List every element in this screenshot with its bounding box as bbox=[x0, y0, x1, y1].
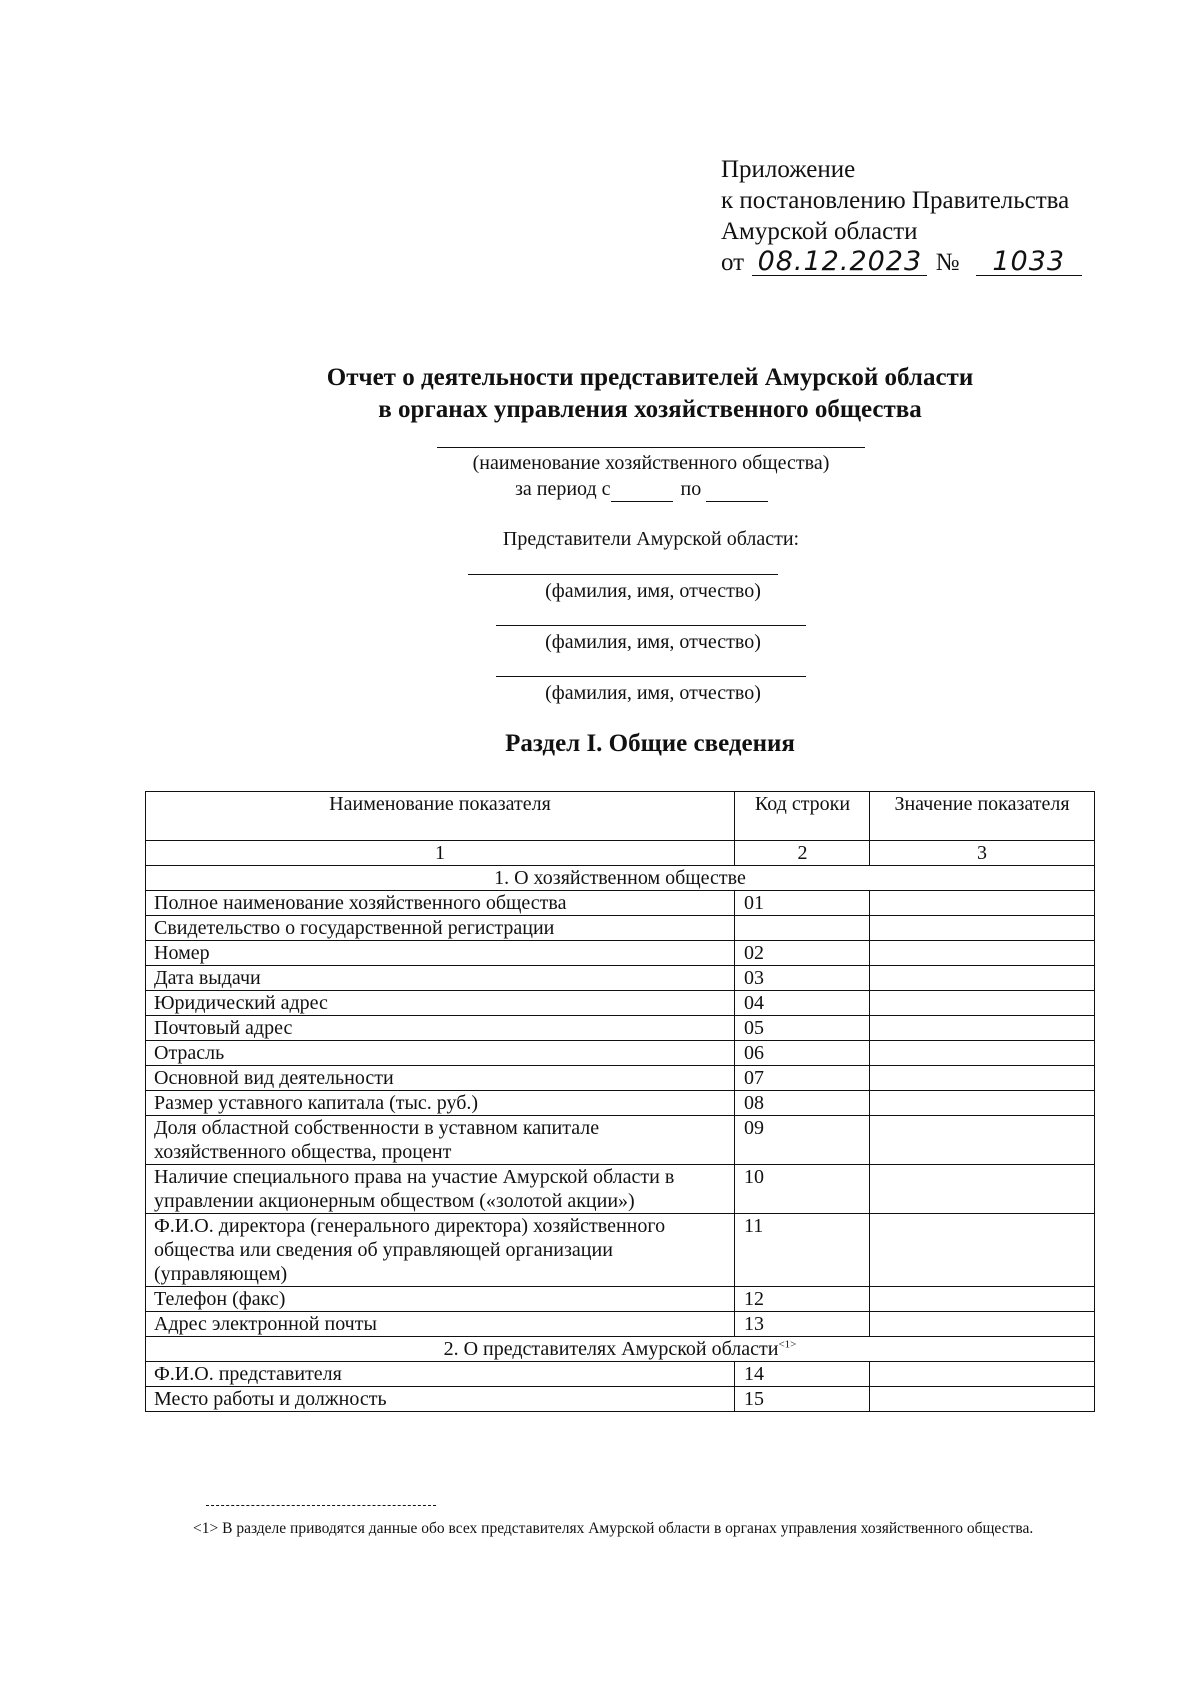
row-value bbox=[870, 1287, 1095, 1312]
table-row bbox=[146, 1066, 1095, 1091]
row-code: 14 bbox=[735, 1362, 870, 1387]
footnote-reference: <1> bbox=[778, 1338, 797, 1351]
row-name: Почтовый адрес bbox=[146, 1016, 735, 1041]
table-row bbox=[146, 1362, 1095, 1387]
company-name-blank bbox=[437, 447, 865, 448]
period-from-blank bbox=[611, 478, 673, 502]
row-name: Наличие специального права на участие Амурской области в управлении акционерным обществом («золотой акции») bbox=[146, 1165, 735, 1214]
row-code: 01 bbox=[735, 891, 870, 916]
representatives-label: Представители Амурской области: bbox=[502, 528, 800, 550]
table-row bbox=[146, 966, 1095, 991]
title-line-2: в органах управления хозяйственного общества bbox=[378, 396, 922, 423]
table-row bbox=[146, 1287, 1095, 1312]
fio-blank-1 bbox=[468, 574, 778, 575]
row-value bbox=[870, 1165, 1095, 1214]
section-2-title-cell bbox=[146, 1337, 1095, 1362]
period-line bbox=[515, 478, 768, 502]
row-name: Телефон (факс) bbox=[146, 1287, 735, 1312]
row-code: 09 bbox=[735, 1116, 870, 1165]
fio-caption-2: (фамилия, имя, отчество) bbox=[545, 631, 761, 653]
row-name: Основной вид деятельности bbox=[146, 1066, 735, 1091]
appendix-date-line bbox=[721, 247, 1082, 278]
table-row bbox=[146, 1165, 1095, 1214]
header-row-code: Код строки bbox=[735, 792, 870, 841]
row-value bbox=[870, 991, 1095, 1016]
footnote-text: В разделе приводятся данные обо всех представителях Амурской области в органах управления хозяйственного общества. bbox=[222, 1520, 1034, 1537]
row-code bbox=[735, 916, 870, 941]
row-code: 10 bbox=[735, 1165, 870, 1214]
table-row bbox=[146, 1091, 1095, 1116]
company-name-caption: (наименование хозяйственного общества) bbox=[472, 452, 830, 474]
row-code: 11 bbox=[735, 1214, 870, 1287]
table-row bbox=[146, 1116, 1095, 1165]
appendix-block bbox=[721, 154, 1082, 278]
number-label: № bbox=[935, 249, 960, 276]
title-line-1: Отчет о деятельности представителей Амурской области bbox=[326, 364, 974, 391]
table-row bbox=[146, 1312, 1095, 1337]
row-value bbox=[870, 1362, 1095, 1387]
column-number-row bbox=[146, 841, 1095, 866]
appendix-line-1: Приложение bbox=[721, 156, 856, 183]
row-value bbox=[870, 916, 1095, 941]
from-label: от bbox=[721, 249, 745, 276]
row-name: Доля областной собственности в уставном капитале хозяйственного общества, процент bbox=[146, 1116, 735, 1165]
row-value bbox=[870, 1214, 1095, 1287]
row-code: 02 bbox=[735, 941, 870, 966]
row-code: 15 bbox=[735, 1387, 870, 1412]
row-code: 03 bbox=[735, 966, 870, 991]
row-code: 06 bbox=[735, 1041, 870, 1066]
row-code: 05 bbox=[735, 1016, 870, 1041]
table-row bbox=[146, 891, 1095, 916]
row-code: 04 bbox=[735, 991, 870, 1016]
footnote bbox=[155, 1516, 1120, 1542]
table-row bbox=[146, 1387, 1095, 1412]
row-value bbox=[870, 1016, 1095, 1041]
footnote-separator bbox=[206, 1505, 436, 1506]
row-name: Отрасль bbox=[146, 1041, 735, 1066]
row-value bbox=[870, 1387, 1095, 1412]
row-name: Дата выдачи bbox=[146, 966, 735, 991]
decree-date: 08.12.2023 bbox=[752, 249, 927, 276]
row-value bbox=[870, 966, 1095, 991]
row-value bbox=[870, 1066, 1095, 1091]
row-name: Размер уставного капитала (тыс. руб.) bbox=[146, 1091, 735, 1116]
decree-number: 1033 bbox=[976, 249, 1082, 276]
section-1-title: 1. О хозяйственном обществе bbox=[146, 866, 1095, 891]
document-title bbox=[200, 362, 1100, 426]
column-number-2: 2 bbox=[735, 841, 870, 866]
table-row bbox=[146, 1016, 1095, 1041]
appendix-line-3: Амурской области bbox=[721, 218, 918, 245]
row-name: Ф.И.О. директора (генерального директора) хозяйственного общества или сведения об управляющей организации (управляющем) bbox=[146, 1214, 735, 1287]
header-indicator-name: Наименование показателя bbox=[146, 792, 735, 841]
row-value bbox=[870, 891, 1095, 916]
table-row bbox=[146, 1214, 1095, 1287]
row-code: 13 bbox=[735, 1312, 870, 1337]
row-name: Полное наименование хозяйственного общества bbox=[146, 891, 735, 916]
section-row bbox=[146, 1337, 1095, 1362]
row-code: 08 bbox=[735, 1091, 870, 1116]
period-to-label: по bbox=[680, 478, 702, 500]
fio-caption-3: (фамилия, имя, отчество) bbox=[545, 682, 761, 704]
fio-blank-2 bbox=[496, 625, 806, 626]
header-indicator-value: Значение показателя bbox=[870, 792, 1095, 841]
section-2-title: 2. О представителях Амурской области bbox=[443, 1338, 779, 1360]
column-number-1: 1 bbox=[146, 841, 735, 866]
row-name: Место работы и должность bbox=[146, 1387, 735, 1412]
table-row bbox=[146, 991, 1095, 1016]
row-name: Ф.И.О. представителя bbox=[146, 1362, 735, 1387]
section-title: Раздел I. Общие сведения bbox=[505, 730, 795, 757]
period-to-blank bbox=[706, 478, 768, 502]
fio-caption-1: (фамилия, имя, отчество) bbox=[545, 580, 761, 602]
appendix-line-2: к постановлению Правительства bbox=[721, 187, 1070, 214]
row-name: Адрес электронной почты bbox=[146, 1312, 735, 1337]
row-name: Номер bbox=[146, 941, 735, 966]
table-row bbox=[146, 1041, 1095, 1066]
row-value bbox=[870, 1091, 1095, 1116]
row-code: 12 bbox=[735, 1287, 870, 1312]
row-name: Свидетельство о государственной регистрации bbox=[146, 916, 735, 941]
table-row bbox=[146, 941, 1095, 966]
table-header-row bbox=[146, 792, 1095, 841]
report-table bbox=[145, 791, 1095, 1412]
row-value bbox=[870, 1116, 1095, 1165]
column-number-3: 3 bbox=[870, 841, 1095, 866]
row-value bbox=[870, 941, 1095, 966]
period-from-label: за период с bbox=[515, 478, 611, 500]
row-code: 07 bbox=[735, 1066, 870, 1091]
row-value bbox=[870, 1312, 1095, 1337]
fio-blank-3 bbox=[496, 676, 806, 677]
footnote-mark: <1> bbox=[193, 1520, 219, 1537]
table-row bbox=[146, 916, 1095, 941]
section-row bbox=[146, 866, 1095, 891]
row-value bbox=[870, 1041, 1095, 1066]
row-name: Юридический адрес bbox=[146, 991, 735, 1016]
